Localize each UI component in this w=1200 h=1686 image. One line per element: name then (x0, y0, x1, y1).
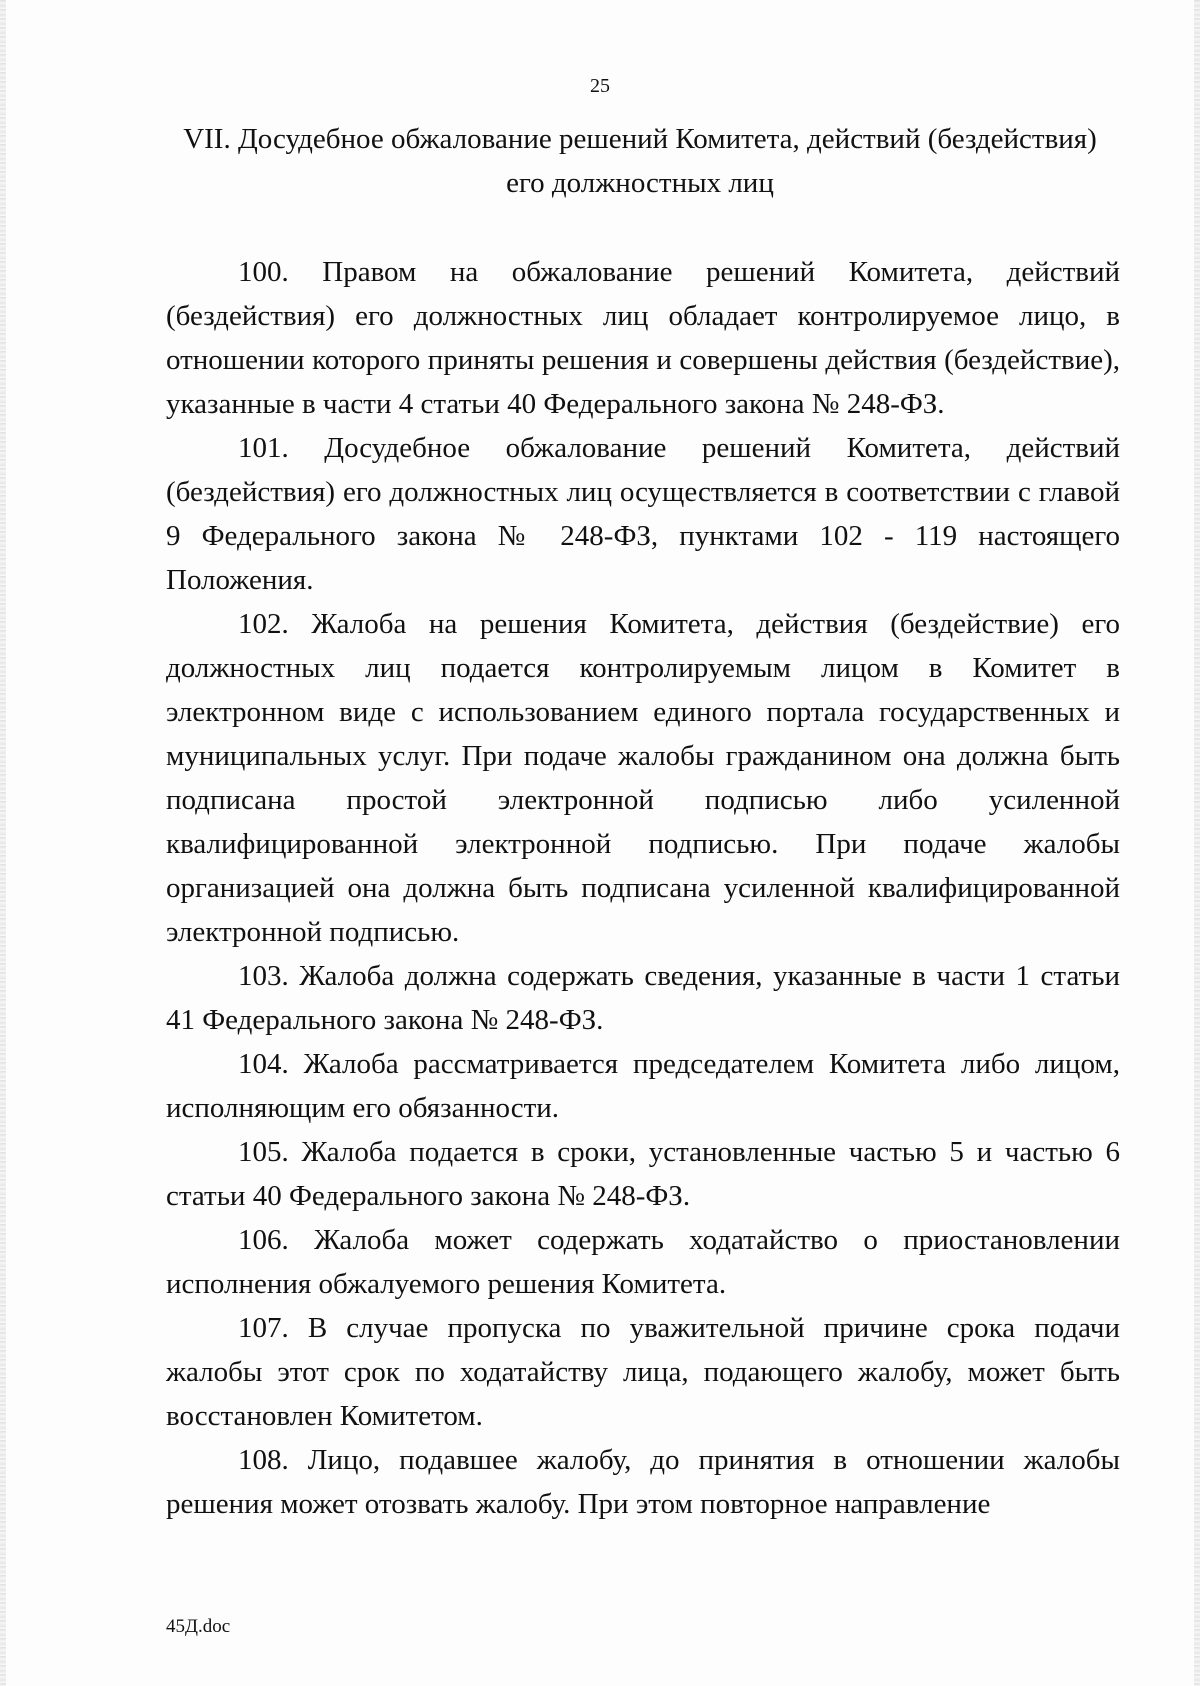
paragraph-102: 102. Жалоба на решения Комитета, действия (бездействие) его должностных лиц подается контролируемым лицом в Комитет в электронном виде с использованием единого портала государственных и муниципальных услуг. При подаче жалобы гражданином она должна быть подписана простой электронной подписью либо усиленной квалифицированной электронной подписью. При подаче жалобы организацией она должна быть подписана усиленной квалифицированной электронной подписью. (166, 608, 1120, 948)
paragraph-106: 106. Жалоба может содержать ходатайство о приостановлении исполнения обжалуемого решения Комитета. (166, 1224, 1120, 1300)
paragraph-103: 103. Жалоба должна содержать сведения, указанные в части 1 статьи 41 Федерального закона № 248-ФЗ. (166, 960, 1120, 1036)
paragraph-104: 104. Жалоба рассматривается председателем Комитета либо лицом, исполняющим его обязанности. (166, 1048, 1120, 1124)
body-text (166, 250, 1120, 1526)
paragraph-105: 105. Жалоба подается в сроки, установленные частью 5 и частью 6 статьи 40 Федерального закона № 248-ФЗ. (166, 1136, 1120, 1212)
paragraph-107: 107. В случае пропуска по уважительной причине срока подачи жалобы этот срок по ходатайству лица, подающего жалобу, может быть восстановлен Комитетом. (166, 1312, 1120, 1432)
paragraph-108: 108. Лицо, подавшее жалобу, до принятия в отношении жалобы решения может отозвать жалобу. При этом повторное направление (166, 1444, 1120, 1520)
page-number: 25 (590, 75, 610, 97)
section-title-line-2: его должностных лиц (506, 167, 774, 199)
section-title (160, 117, 1120, 205)
scan-edge-right (1194, 0, 1200, 1686)
footer-filename: 45Д.doc (166, 1616, 231, 1637)
paragraph-100: 100. Правом на обжалование решений Комитета, действий (бездействия) его должностных лиц обладает контролируемое лицо, в отношении которого приняты решения и совершены действия (бездействие), указанные в части 4 статьи 40 Федерального закона № 248-ФЗ. (166, 256, 1120, 420)
scan-edge-left (0, 0, 6, 1686)
paragraph-101: 101. Досудебное обжалование решений Комитета, действий (бездействия) его должностных лиц осуществляется в соответствии с главой 9 Федерального закона № 248-ФЗ, пунктами 102 - 119 настоящего Положения. (166, 432, 1120, 596)
section-title-line-1: VII. Досудебное обжалование решений Комитета, действий (бездействия) (183, 123, 1097, 155)
